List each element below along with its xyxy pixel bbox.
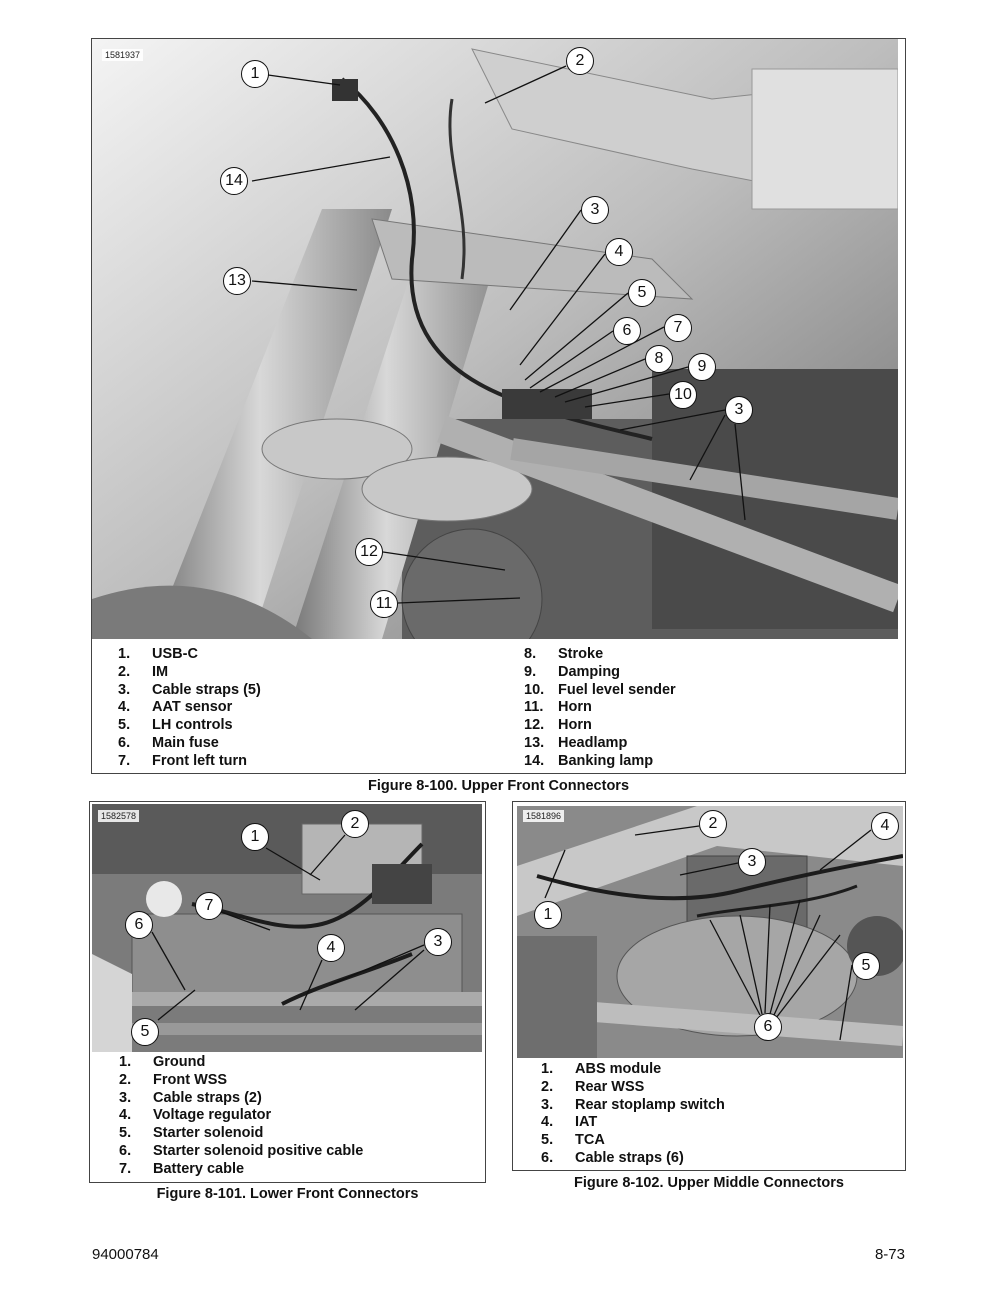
- legend-item: 2. IM: [118, 663, 169, 680]
- figure-100-legend-right: [524, 646, 676, 771]
- legend-item: 6. Main fuse: [118, 734, 219, 751]
- document-number: 94000784: [92, 1246, 159, 1263]
- figure-102-legend: [541, 1061, 725, 1168]
- legend-item: 11. Horn: [524, 699, 592, 716]
- legend-item: 4. IAT: [541, 1114, 598, 1131]
- figure-100-caption: Figure 8-100. Upper Front Connectors: [367, 778, 630, 794]
- legend-item: 7. Battery cable: [119, 1160, 245, 1177]
- legend-item: 10. Fuel level sender: [524, 681, 676, 698]
- legend-item: 5. LH controls: [118, 717, 233, 734]
- figure-102-callout-4: 4: [871, 812, 899, 840]
- legend-item: 5. Starter solenoid: [119, 1125, 264, 1142]
- figure-101-callout-2: 2: [341, 810, 369, 838]
- legend-item: 6. Cable straps (6): [541, 1149, 684, 1166]
- figure-102-photo-id: 1581896: [523, 810, 564, 822]
- figure-102-callout-6: 6: [754, 1013, 782, 1041]
- legend-item: 1. ABS module: [541, 1061, 662, 1077]
- legend-item: 14. Banking lamp: [524, 752, 654, 769]
- engine-upper-middle-illustration: [517, 806, 903, 1058]
- figure-100-callout-14: 14: [220, 167, 248, 195]
- figure-100-callout-3-right: 3: [725, 396, 753, 424]
- legend-item: 2. Rear WSS: [541, 1078, 645, 1095]
- figure-100-photo-id: 1581937: [102, 49, 143, 61]
- figure-100-callout-1: 1: [241, 60, 269, 88]
- figure-100-callout-3-top: 3: [581, 196, 609, 224]
- figure-101-callout-4: 4: [317, 934, 345, 962]
- figure-101-legend: [119, 1054, 363, 1179]
- figure-102-callout-3: 3: [738, 848, 766, 876]
- legend-item: 3. Cable straps (5): [118, 681, 261, 698]
- figure-100-callout-8: 8: [645, 345, 673, 373]
- figure-100-callout-2: 2: [566, 47, 594, 75]
- legend-item: 4. AAT sensor: [118, 699, 233, 716]
- figure-102-callout-1: 1: [534, 901, 562, 929]
- figure-102-caption: Figure 8-102. Upper Middle Connectors: [574, 1175, 844, 1191]
- figure-102-callout-5: 5: [852, 952, 880, 980]
- figure-100-callout-5: 5: [628, 279, 656, 307]
- figure-101-photo-id: 1582578: [98, 810, 139, 822]
- legend-item: 2. Front WSS: [119, 1071, 228, 1088]
- figure-101-callout-7: 7: [195, 892, 223, 920]
- legend-item: 4. Voltage regulator: [119, 1107, 272, 1124]
- figure-100-callout-4: 4: [605, 238, 633, 266]
- figure-100-callout-12: 12: [355, 538, 383, 566]
- figure-101-callout-6: 6: [125, 911, 153, 939]
- legend-item: 3. Rear stoplamp switch: [541, 1096, 725, 1113]
- legend-item: 9. Damping: [524, 663, 621, 680]
- figure-100-callout-9: 9: [688, 353, 716, 381]
- legend-item: 12. Horn: [524, 717, 592, 734]
- legend-item: 1. USB-C: [118, 646, 198, 662]
- legend-item: 5. TCA: [541, 1132, 605, 1149]
- legend-item: 1. Ground: [119, 1054, 206, 1070]
- figure-100-callout-10: 10: [669, 381, 697, 409]
- figure-100-legend-left: [118, 646, 261, 771]
- figure-102-photo: [517, 806, 903, 1058]
- figure-100-callout-6: 6: [613, 317, 641, 345]
- figure-101-caption: Figure 8-101. Lower Front Connectors: [156, 1186, 419, 1202]
- legend-item: 13. Headlamp: [524, 734, 628, 751]
- figure-100-photo: [92, 39, 898, 639]
- figure-101-callout-5: 5: [131, 1018, 159, 1046]
- legend-item: 6. Starter solenoid positive cable: [119, 1142, 364, 1159]
- figure-101-callout-1: 1: [241, 823, 269, 851]
- figure-100-callout-7: 7: [664, 314, 692, 342]
- figure-102-callout-2: 2: [699, 810, 727, 838]
- legend-item: 8. Stroke: [524, 646, 604, 662]
- page-number: 8-73: [874, 1246, 905, 1263]
- legend-item: 7. Front left turn: [118, 752, 248, 769]
- motorcycle-front-illustration: [92, 39, 898, 639]
- figure-100-callout-11: 11: [370, 590, 398, 618]
- figure-101-callout-3: 3: [424, 928, 452, 956]
- legend-item: 3. Cable straps (2): [119, 1089, 262, 1106]
- figure-100-callout-13: 13: [223, 267, 251, 295]
